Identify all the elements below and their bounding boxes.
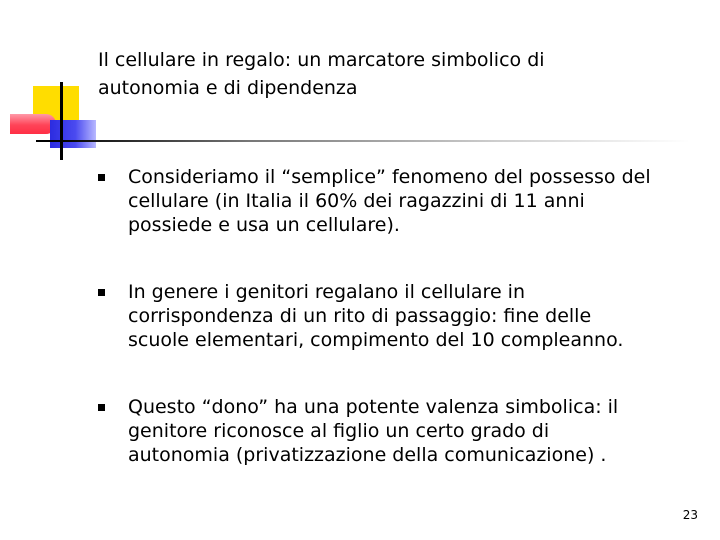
square-bullet-icon — [98, 174, 105, 181]
square-bullet-icon — [98, 289, 105, 296]
bullet-text: Questo “dono” ha una potente valenza simbolica: il genitore riconosce al figlio un certo grado di autonomia (privatizzazione della comunicazione) . — [128, 396, 619, 466]
square-bullet-icon — [98, 404, 105, 411]
slide-title: Il cellulare in regalo: un marcatore simbolico di autonomia e di dipendenza — [98, 49, 545, 99]
bullet-text: In genere i genitori regalano il cellulare in corrispondenza di un rito di passaggio: fine delle scuole elementari, compimento del 10 compleanno. — [128, 281, 624, 351]
bullet-text: Consideriamo il “semplice” fenomeno del possesso del cellulare (in Italia il 60% dei ragazzini di 11 anni possiede e usa un cellulare). — [128, 166, 651, 236]
page-number: 23 — [682, 508, 698, 522]
